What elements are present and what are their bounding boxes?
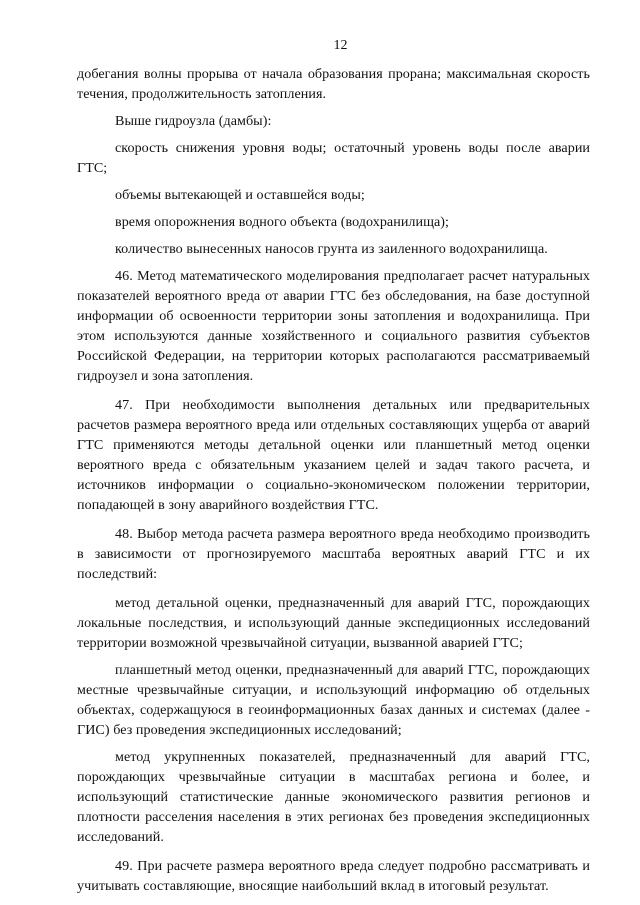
paragraph-detailed-method: метод детальной оценки, предназначенный для аварий ГТС, порождающих локальные последствия, и использующий данные экспедиционных исследований территории возможной чрезвычайной ситуации, вызванной аварией ГТС; — [77, 595, 590, 651]
paragraph-49: 49. При расчете размера вероятного вреда следует подробно рассматривать и учитывать составляющие, вносящие наибольший вклад в итоговый результат. — [77, 858, 590, 894]
paragraph-upstream-heading: Выше гидроузла (дамбы): — [115, 113, 272, 129]
paragraph-aggregated-method: метод укрупненных показателей, предназначенный для аварий ГТС, порождающих чрезвычайные ситуации в масштабах региона и более, и использующий статистические данные экономического развития регионов и плотности расселения населения в этих регионах без проведения экспедиционных исследований. — [77, 749, 590, 845]
paragraph-46: 46. Метод математического моделирования предполагает расчет натуральных показателей вероятного вреда от аварии ГТС без обследования, на базе доступной информации об освоенности территории зоны затопления и водохранилища. При этом используются данные хозяйственного и социального развития субъектов Российской Федерации, на территории которых располагаются рассматриваемый гидроузел и зона затопления. — [77, 268, 590, 384]
paragraph-water-volumes: объемы вытекающей и оставшейся воды; — [115, 187, 365, 203]
paragraph-48: 48. Выбор метода расчета размера вероятного вреда необходимо производить в зависимости от прогнозируемого масштаба вероятных аварий ГТС и их последствий: — [77, 526, 590, 582]
paragraph-47: 47. При необходимости выполнения детальных или предварительных расчетов размера вероятного вреда или отдельных составляющих ущерба от аварий ГТС применяются методы детальной оценки или планшетный метод оценки вероятного вреда с обязательным указанием целей и задач такого расчета, и источников информации о социально-экономическом положении территории, попадающей в зону аварийного воздействия ГТС. — [77, 397, 590, 513]
paragraph-sediment-amount: количество вынесенных наносов грунта из заиленного водохранилища. — [115, 241, 548, 257]
paragraph-tablet-method: планшетный метод оценки, предназначенный для аварий ГТС, порождающих местные чрезвычайные ситуации, и использующий информацию об отдельных объектах, содержащуюся в геоинформационных базах данных и системах (далее - ГИС) без проведения экспедиционных исследований; — [77, 662, 590, 738]
paragraph-emptying-time: время опорожнения водного объекта (водохранилища); — [115, 214, 450, 230]
paragraph-continuation: добегания волны прорыва от начала образования прорана; максимальная скорость течения, продолжительность затопления. — [77, 66, 590, 102]
page-number: 12 — [333, 38, 348, 53]
paragraph-water-level-rate: скорость снижения уровня воды; остаточный уровень воды после аварии ГТС; — [77, 140, 590, 176]
